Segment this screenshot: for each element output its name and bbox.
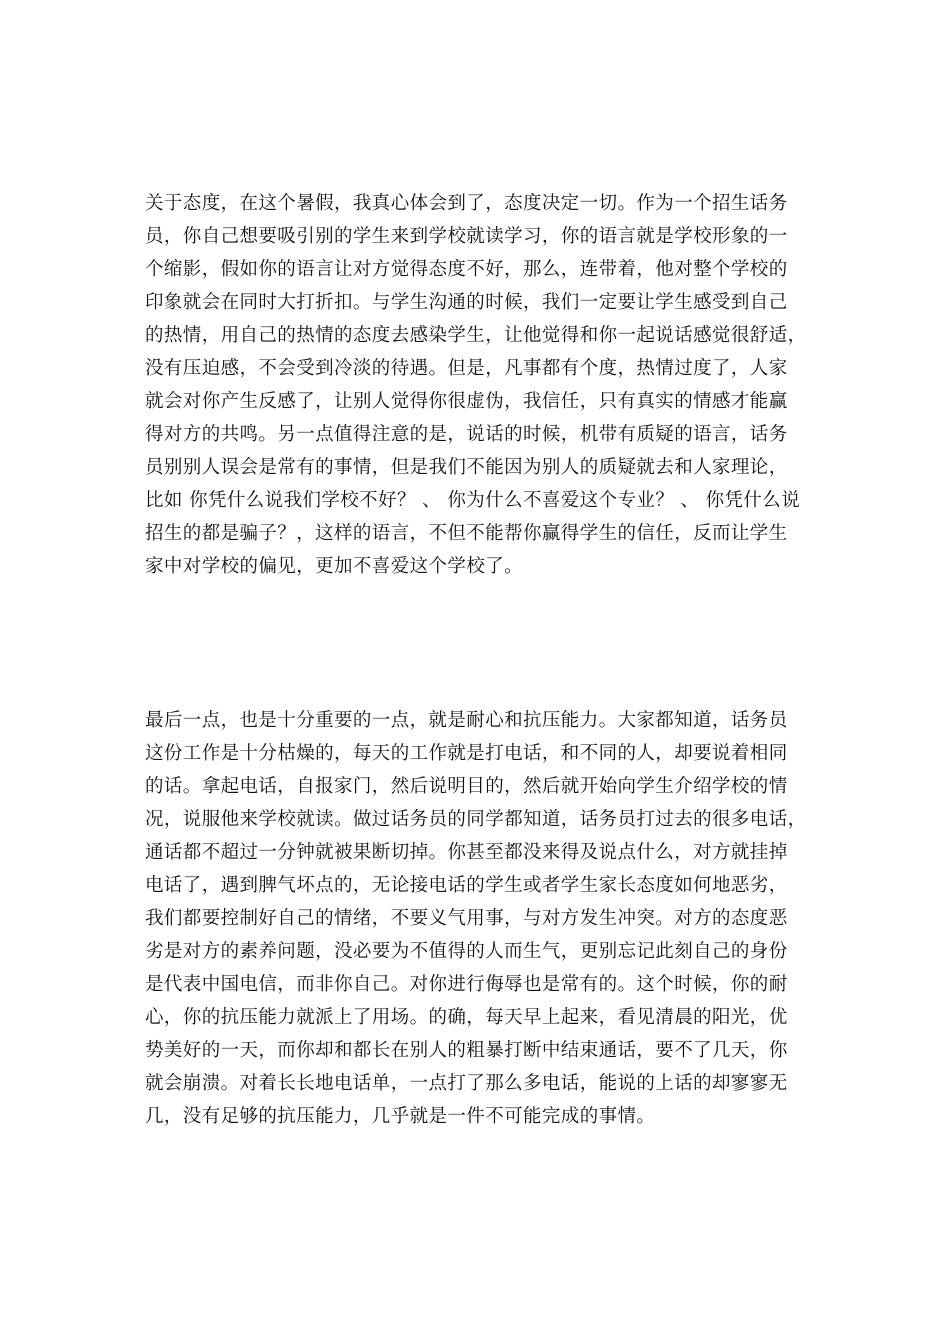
- text-line: 家中对学校的偏见，更加不喜爱这个学校了。: [145, 556, 524, 577]
- text-line: 的热情，用自己的热情的态度去感染学生，让他觉得和你一起说话感觉很舒适，: [145, 325, 807, 346]
- text-line: 没有压迫感，不会受到冷淡的待遇。但是，凡事都有个度，热情过度了，人家: [145, 358, 788, 379]
- text-line: 最后一点，也是十分重要的一点，就是耐心和抗压能力。大家都知道，话务员: [145, 710, 788, 731]
- text-line: 就会崩溃。对着长长地电话单，一点打了那么多电话，能说的上话的却寥寥无: [145, 1073, 788, 1094]
- text-line: 况，说服他来学校就读。做过话务员的同学都知道，话务员打过去的很多电话，: [145, 809, 807, 830]
- text-line: 个缩影，假如你的语言让对方觉得态度不好，那么，连带着，他对整个学校的: [145, 259, 788, 280]
- paragraph-patience: [145, 704, 808, 1133]
- text-line: 就会对你产生反感了，让别人觉得你很虚伪，我信任，只有真实的情感才能赢: [145, 391, 788, 412]
- text-line: 几，没有足够的抗压能力，几乎就是一件不可能完成的事情。: [145, 1106, 656, 1127]
- text-line: 势美好的一天，而你却和都长在别人的粗暴打断中结束通话，要不了几天，你: [145, 1040, 788, 1061]
- text-line: 员，你自己想要吸引别的学生来到学校就读学习，你的语言就是学校形象的一: [145, 226, 788, 247]
- text-line: 的话。拿起电话，自报家门，然后说明目的，然后就开始向学生介绍学校的情: [145, 776, 788, 797]
- text-line: 通话都不超过一分钟就被果断切掉。你甚至都没来得及说点什么，对方就挂掉: [145, 842, 788, 863]
- text-line: 心，你的抗压能力就派上了用场。的确，每天早上起来，看见清晨的阳光，优: [145, 1007, 788, 1028]
- text-line: 招生的都是骗子？，这样的语言，不但不能帮你赢得学生的信任，反而让学生: [145, 523, 788, 544]
- text-line: 得对方的共鸣。另一点值得注意的是，说话的时候，机带有质疑的语言，话务: [145, 424, 788, 445]
- text-line: 电话了，遇到脾气坏点的，无论接电话的学生或者学生家长态度如何地恶劣，: [145, 875, 788, 896]
- text-line: 这份工作是十分枯燥的，每天的工作就是打电话，和不同的人，却要说着相同: [145, 743, 788, 764]
- text-line: 员别别人误会是常有的事情，但是我们不能因为别人的质疑就去和人家理论，: [145, 457, 788, 478]
- text-line: 印象就会在同时大打折扣。与学生沟通的时候，我们一定要让学生感受到自己: [145, 292, 788, 313]
- text-line: 劣是对方的素养问题，没必要为不值得的人而生气，更别忘记此刻自己的身份: [145, 941, 788, 962]
- text-line: 比如 你凭什么说我们学校不好？ 、 你为什么不喜爱这个专业？ 、 你凭什么说: [145, 490, 801, 511]
- text-line: 关于态度，在这个暑假，我真心体会到了，态度决定一切。作为一个招生话务: [145, 193, 788, 214]
- text-line: 是代表中国电信，而非你自己。对你进行侮辱也是常有的。这个时候，你的耐: [145, 974, 788, 995]
- paragraph-attitude: [145, 187, 808, 583]
- text-line: 我们都要控制好自己的情绪，不要义气用事，与对方发生冲突。对方的态度恶: [145, 908, 788, 929]
